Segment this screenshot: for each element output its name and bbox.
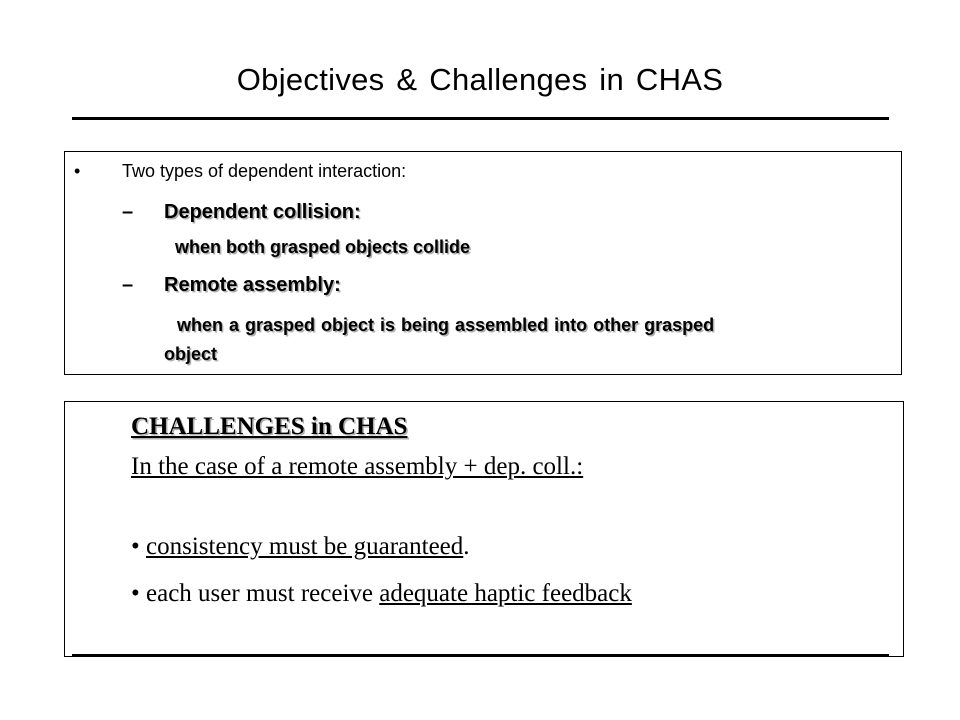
bottom-divider [72,654,889,657]
consistency-period: . [463,533,470,560]
slide-title: Objectives & Challenges in CHAS [236,62,724,97]
item-description-dependent-collision: when both grasped objects collide [175,237,471,257]
consistency-text: consistency must be guaranteed [146,533,464,560]
haptic-feedback-text: adequate haptic feedback [379,580,632,607]
objectives-box [64,151,902,375]
dash-icon: – [122,201,134,223]
bullet-icon: • [131,580,140,607]
challenges-subtitle: In the case of a remote assembly + dep. coll.: [131,453,584,480]
bullet-icon: • [74,161,81,181]
challenge-point-haptic [131,580,632,608]
item-description-remote-assembly: when a grasped object is being assembled into other grasped [177,315,715,335]
bullet-icon: • [131,533,140,560]
title-divider [72,117,889,120]
item-heading-remote-assembly: Remote assembly: [164,274,341,296]
item-description-remote-assembly-cont: object [164,344,218,364]
haptic-prefix: each user must receive [146,580,380,607]
item-heading-dependent-collision: Dependent collision: [164,201,361,223]
objectives-intro: Two types of dependent interaction: [122,161,407,181]
challenges-title: CHALLENGES in CHAS [131,413,408,440]
dash-icon: – [122,274,134,296]
challenge-point-consistency [131,533,470,561]
